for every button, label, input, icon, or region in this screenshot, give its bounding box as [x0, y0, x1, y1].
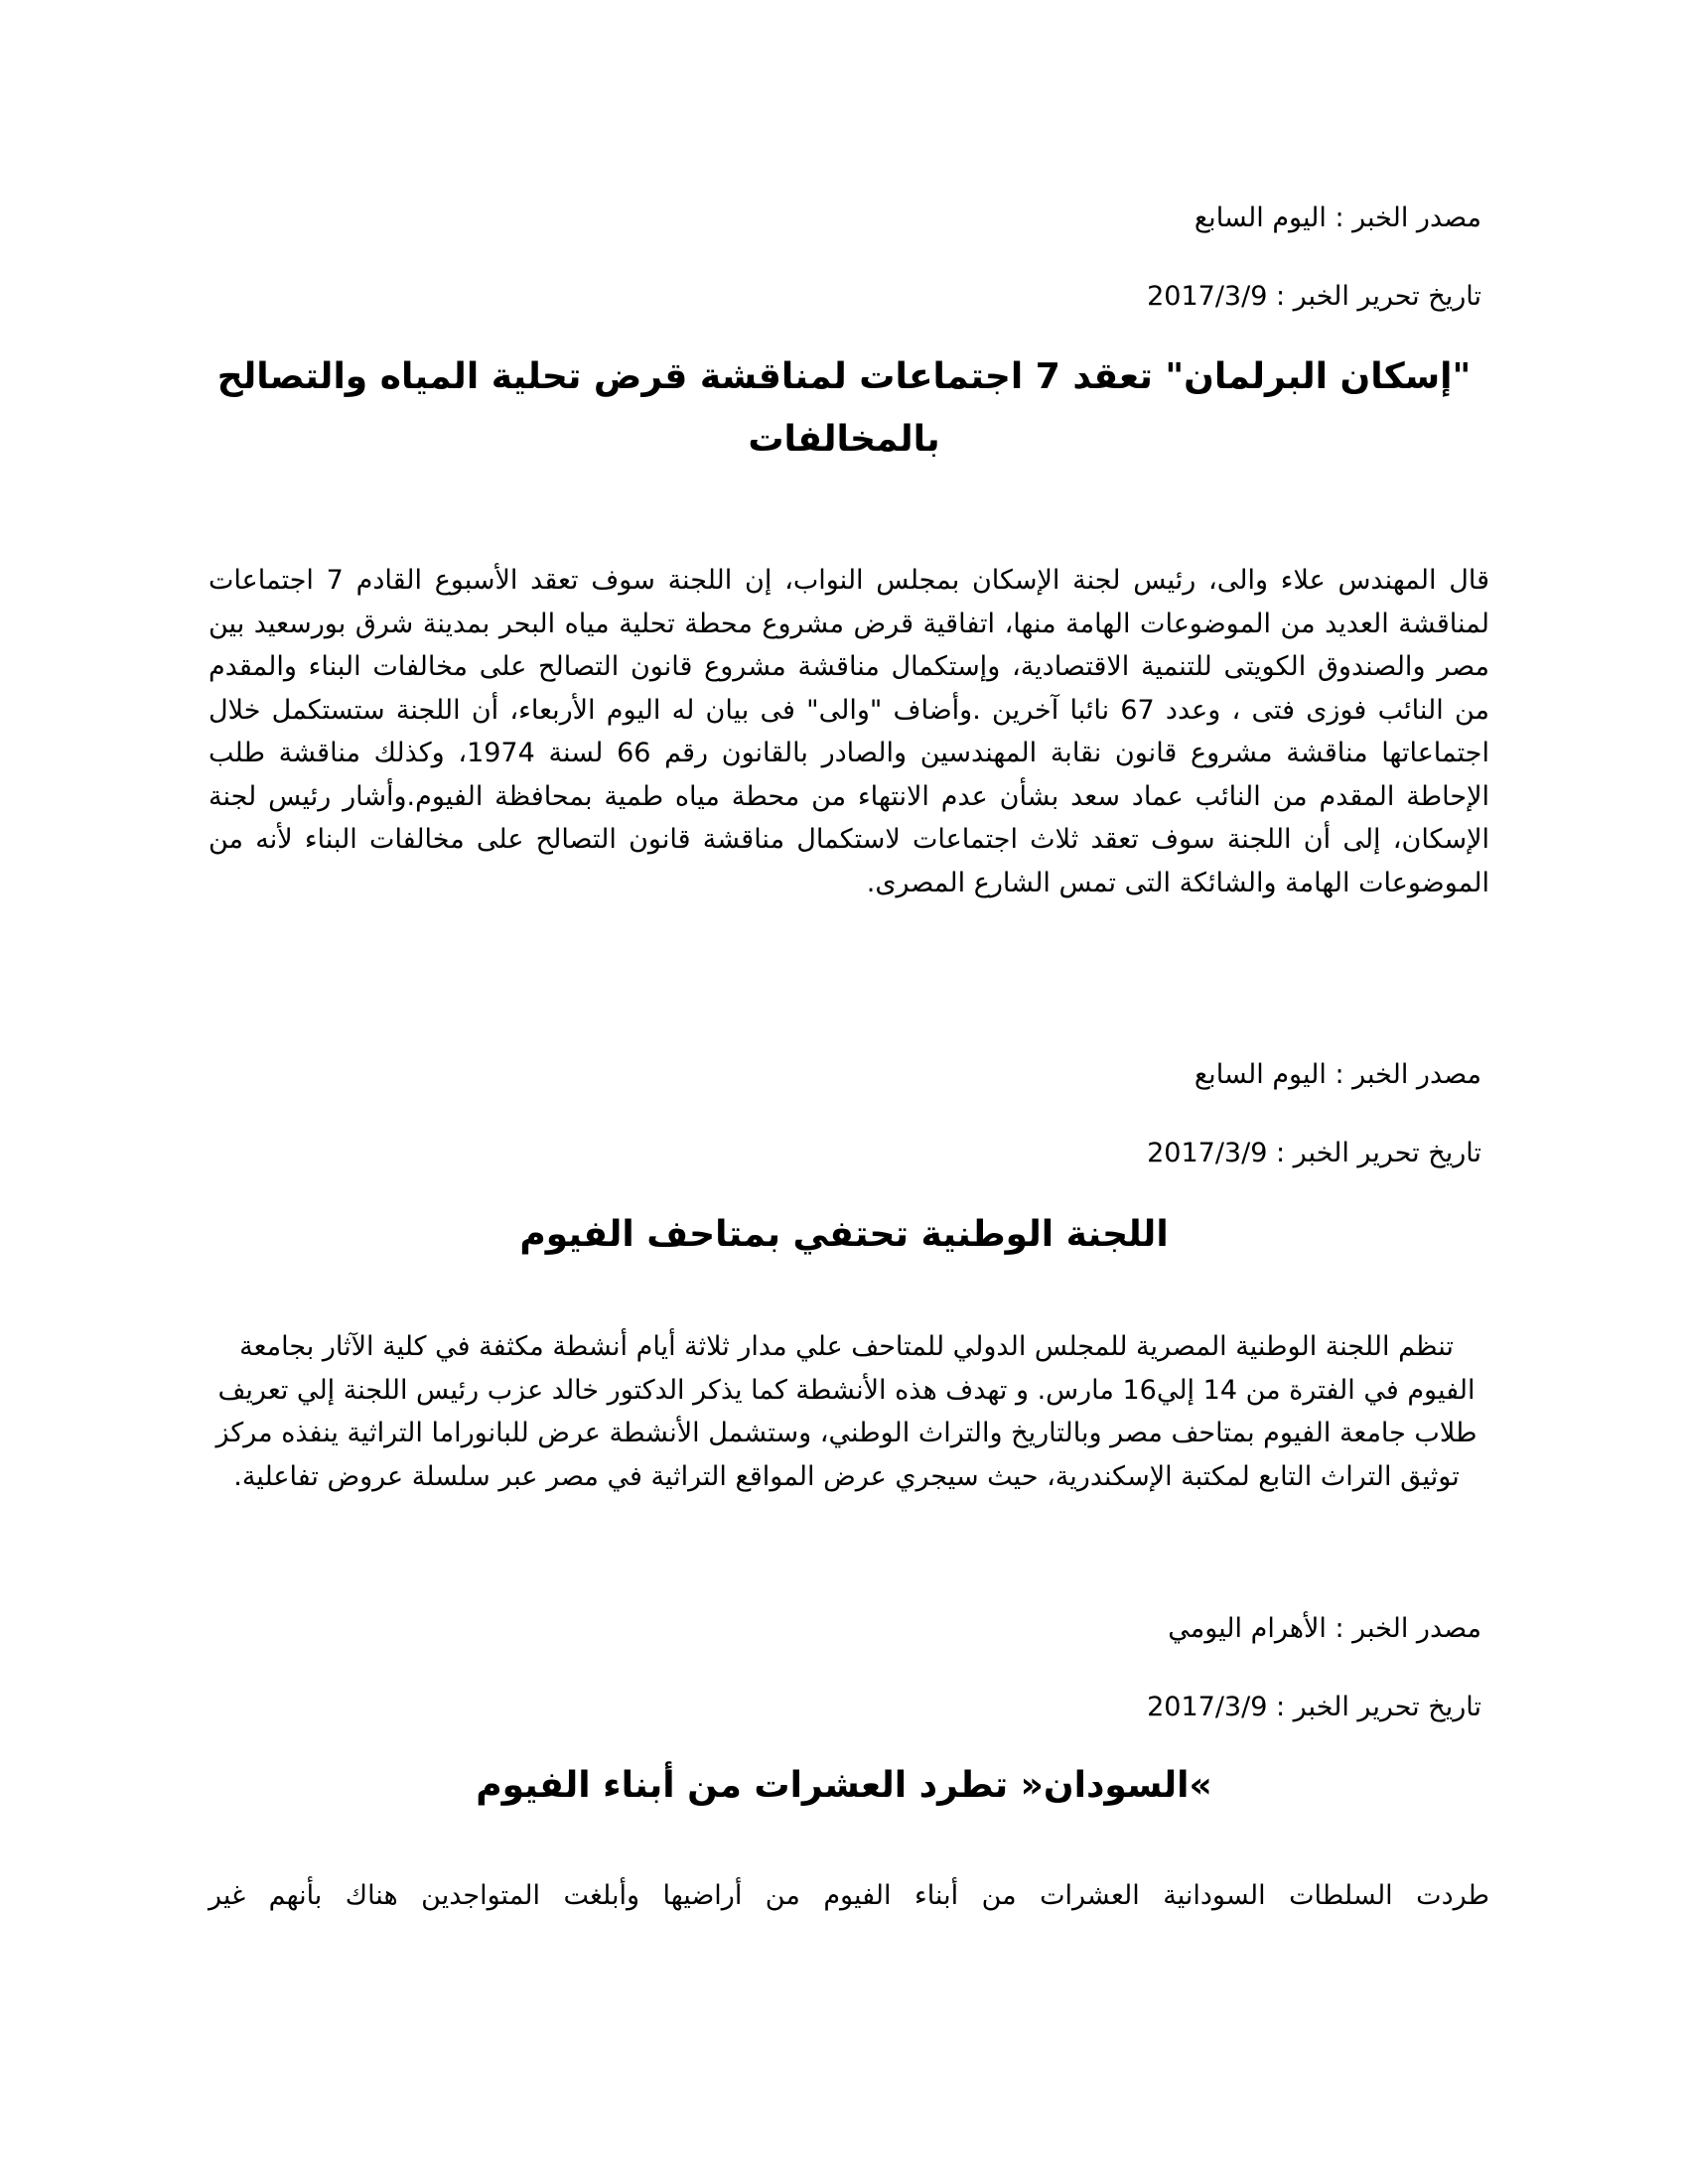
article-body: طردت السلطات السودانية العشرات من أبناء الفيوم من أراضيها وأبلغت المتواجدين هناك بأنهم غير: [209, 1880, 1489, 1911]
article-headline: اللجنة الوطنية تحتفي بمتاحف الفيوم: [519, 1214, 1169, 1255]
article-source: مصدر الخبر : اليوم السابع: [1194, 1059, 1481, 1090]
article-source: مصدر الخبر : الأهرام اليومي: [1168, 1613, 1481, 1644]
article-body: قال المهندس علاء والى، رئيس لجنة الإسكان بمجلس النواب، إن اللجنة سوف تعقد الأسبوع القادم 7 اجتماعات لمناقشة العديد من الموضوعات الهامة منها، اتفاقية قرض مشروع محطة تحلية مياه البحر بمدينة شرق بورسعيد بين مصر والصندوق الكويتى للتنمية الاقتصادية، وإستكمال مناقشة مشروع قانون التصالح على مخالفات البناء والمقدم من النائب فوزى فتى ، وعدد 67 نائبا آخرين .وأضاف "والى" فى بيان له اليوم الأربعاء، أن اللجنة ستستكمل خلال اجتماعاتها مناقشة مشروع قانون نقابة المهندسين والصادر بالقانون رقم 66 لسنة 1974، وكذلك مناقشة طلب الإحاطة المقدم من النائب عماد سعد بشأن عدم الانتهاء من محطة مياه طمية بمحافظة الفيوم.وأشار رئيس لجنة الإسكان، إلى أن اللجنة سوف تعقد ثلاث اجتماعات لاستكمال مناقشة قانون التصالح على مخالفات البناء لأنه من الموضوعات الهامة والشائكة التى تمس الشارع المصرى.: [209, 565, 1489, 898]
article-headline: "إسكان البرلمان" تعقد 7 اجتماعات لمناقشة قرض تحلية المياه والتصالح بالمخالفات: [216, 356, 1472, 460]
article-date: تاريخ تحرير الخبر : 2017/3/9: [1147, 1138, 1481, 1168]
article-source: مصدر الخبر : اليوم السابع: [1194, 203, 1481, 233]
article-date: تاريخ تحرير الخبر : 2017/3/9: [1147, 1692, 1481, 1722]
article-headline: »السودان« تطرد العشرات من أبناء الفيوم: [476, 1765, 1212, 1806]
article-date: تاريخ تحرير الخبر : 2017/3/9: [1147, 281, 1481, 312]
article-body: تنظم اللجنة الوطنية المصرية للمجلس الدولي للمتاحف علي مدار ثلاثة أيام أنشطة مكثفة في كلية الآثار بجامعة الفيوم في الفترة من 14 إلي16 مارس. و تهدف هذه الأنشطة كما يذكر الدكتور خالد عزب رئيس اللجنة إلي تعريف طلاب جامعة الفيوم بمتاحف مصر وبالتاريخ والتراث الوطني، وستشمل الأنشطة عرض للبانوراما التراثية ينفذه مركز توثيق التراث التابع لمكتبة الإسكندرية، حيث سيجري عرض المواقع التراثية في مصر عبر سلسلة عروض تفاعلية.: [215, 1331, 1477, 1492]
